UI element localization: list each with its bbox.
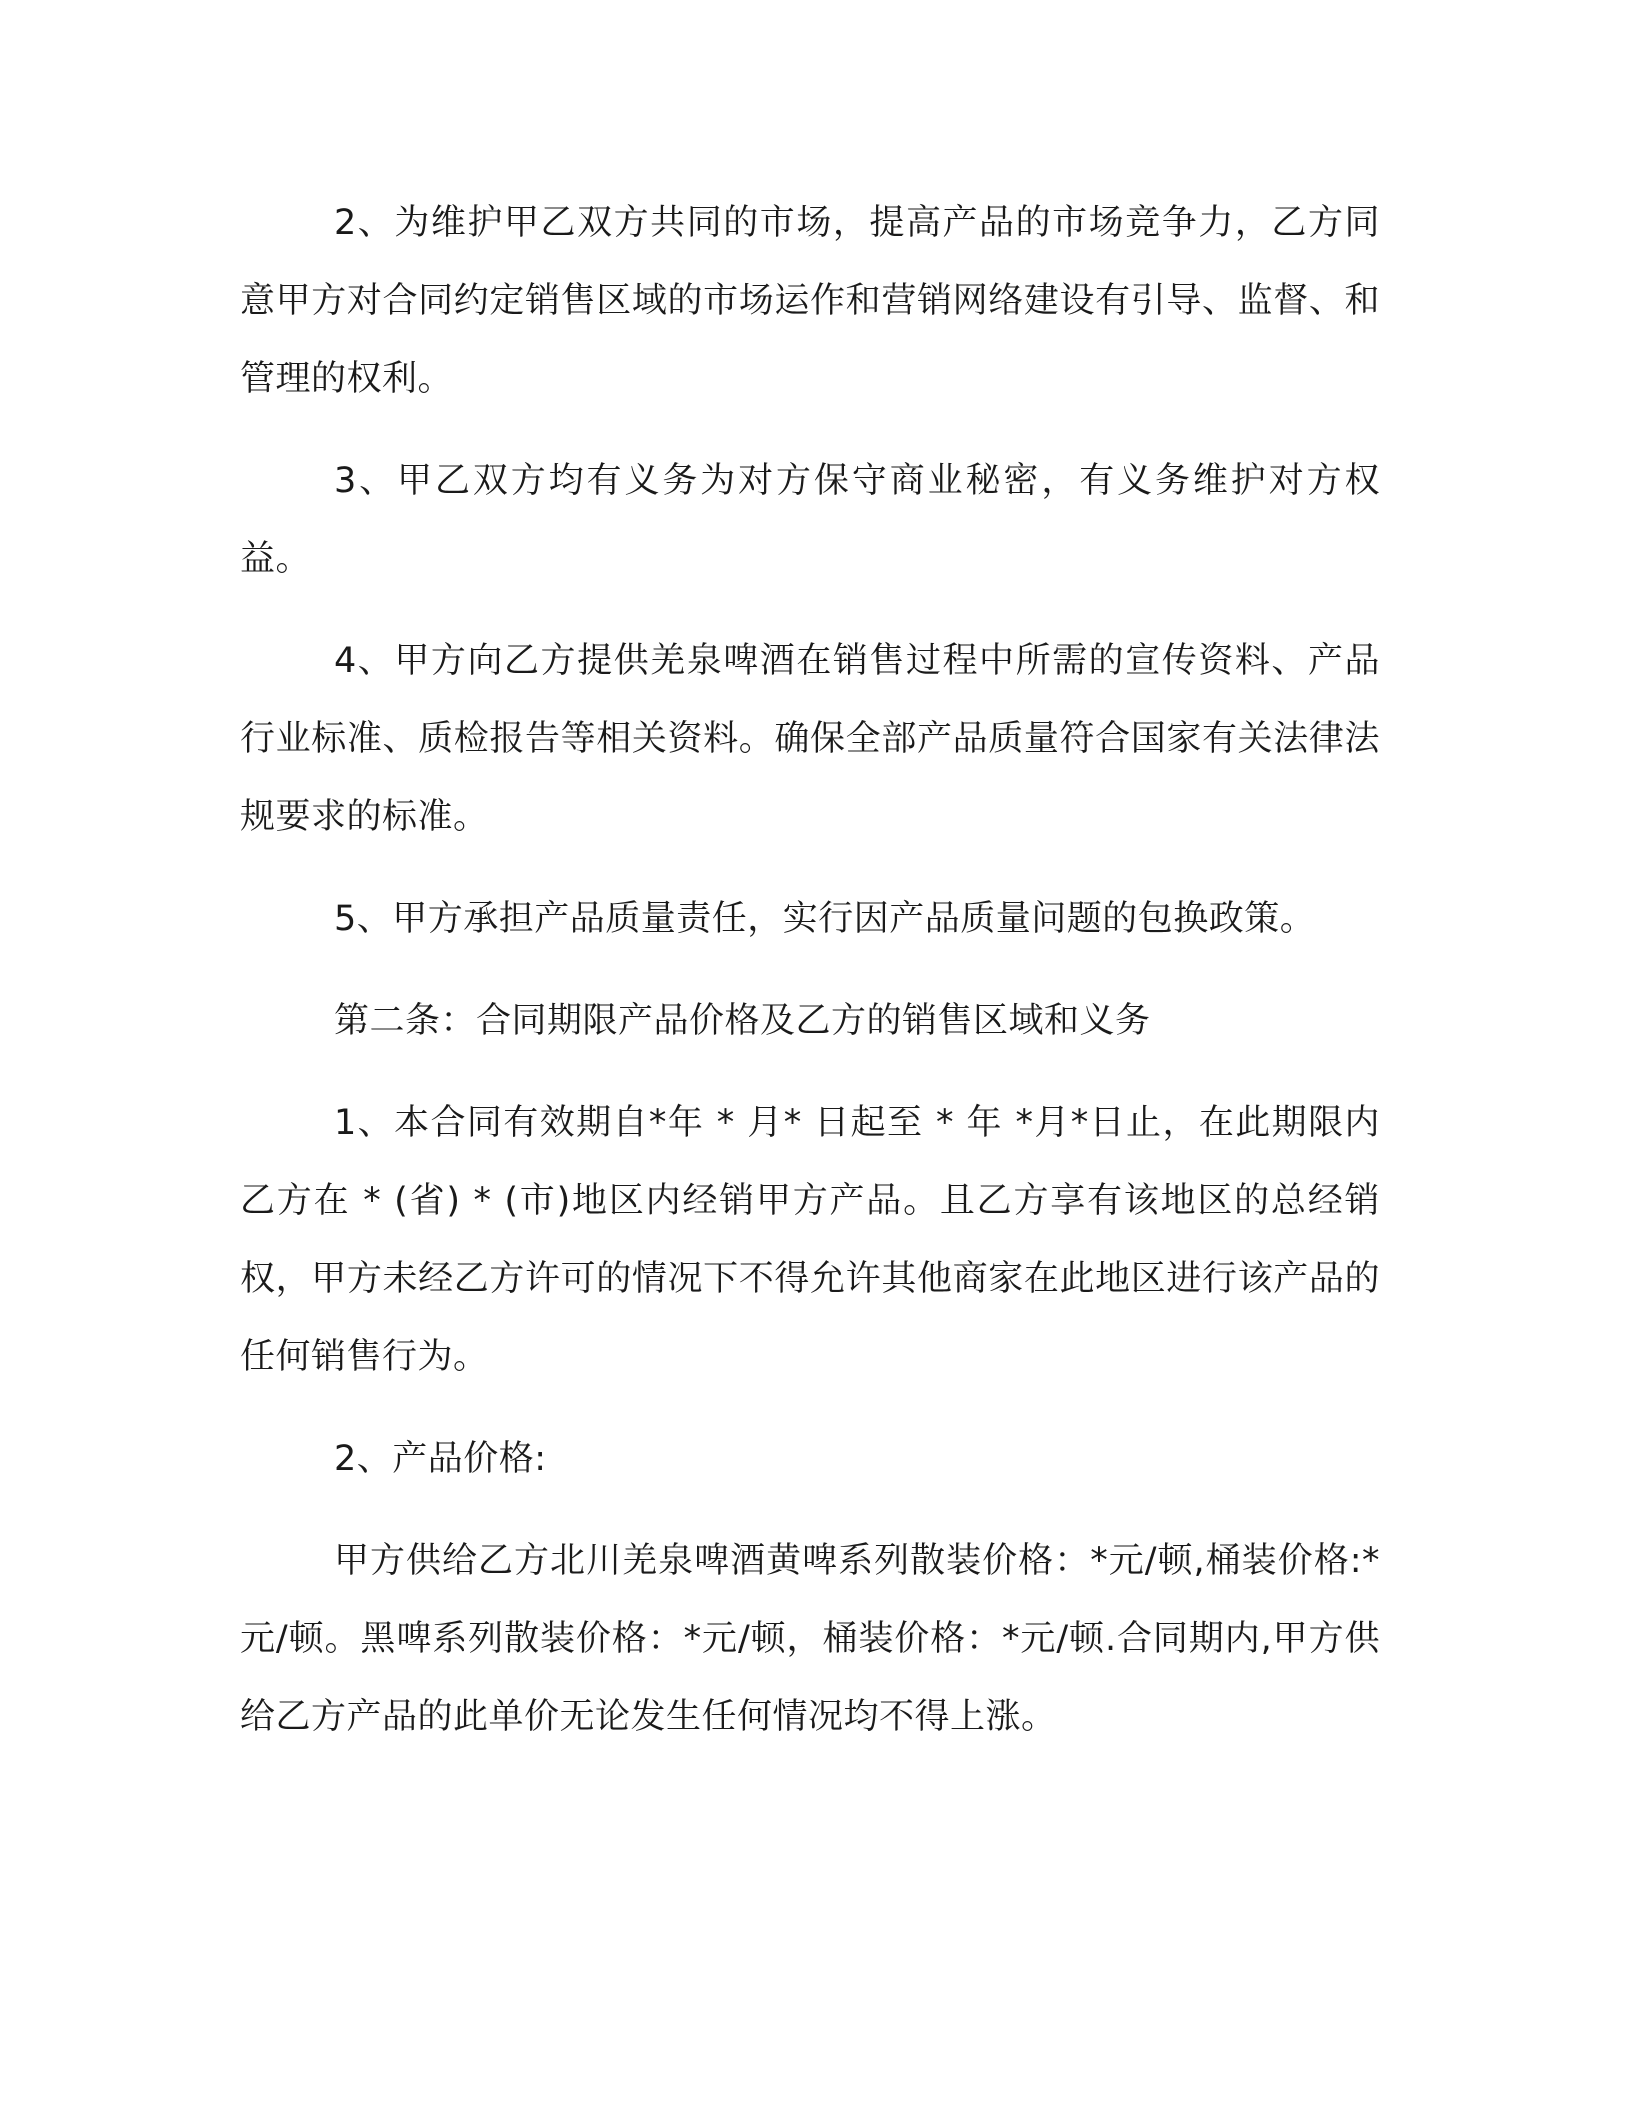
document-body xyxy=(240,184,1380,1780)
price-paragraph: 甲方供给乙方北川羌泉啤酒黄啤系列散装价格：*元/顿,桶装价格:*元/顿。黑啤系列散装价格：*元/顿，桶装价格：*元/顿.合同期内,甲方供给乙方产品的此单价无论发生任何情况均不得上涨。 xyxy=(240,1541,1380,1737)
price-heading: 2、产品价格: xyxy=(334,1439,547,1479)
clause-5-paragraph: 5、甲方承担产品质量责任，实行因产品质量问题的包换政策。 xyxy=(334,899,1316,939)
clause-2-paragraph: 2、为维护甲乙双方共同的市场，提高产品的市场竞争力，乙方同意甲方对合同约定销售区域的市场运作和营销网络建设有引导、监督、和管理的权利。 xyxy=(240,203,1380,399)
clause-4-paragraph: 4、甲方向乙方提供羌泉啤酒在销售过程中所需的宣传资料、产品行业标准、质检报告等相关资料。确保全部产品质量符合国家有关法律法规要求的标准。 xyxy=(240,641,1380,837)
clause-3-paragraph: 3、甲乙双方均有义务为对方保守商业秘密，有义务维护对方权益。 xyxy=(240,461,1380,579)
term-paragraph: 1、本合同有效期自*年 * 月* 日起至 * 年 *月*日止，在此期限内乙方在 * (省) * (市)地区内经销甲方产品。且乙方享有该地区的总经销权，甲方未经乙方许可的情况下不得允许其他商家在此地区进行该产品的任何销售行为。 xyxy=(240,1103,1380,1377)
article-2-heading: 第二条：合同期限产品价格及乙方的销售区域和义务 xyxy=(334,1001,1151,1041)
